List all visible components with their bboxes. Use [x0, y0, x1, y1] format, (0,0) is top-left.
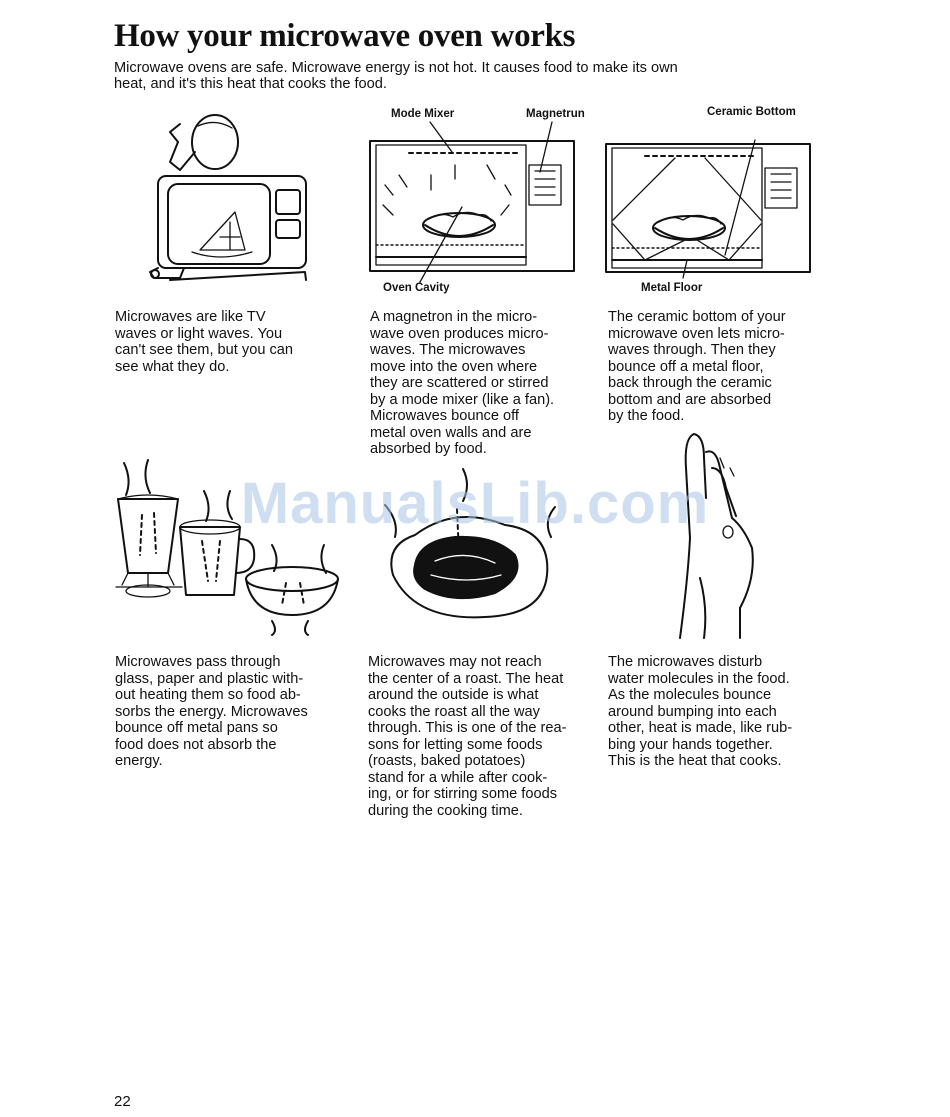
text-line: bing your hands together. [608, 736, 773, 753]
text-line: bounce off metal pans so [115, 720, 278, 736]
label-oven-cavity: Oven Cavity [383, 282, 450, 294]
text-line: metal oven walls and are [370, 424, 532, 441]
text-line: food does not absorb the [115, 736, 277, 753]
text-line: see what they do. [115, 358, 230, 375]
ceramic-bottom-diagram [605, 140, 811, 275]
label-metal-floor: Metal Floor [641, 282, 703, 294]
text-line: This is the heat that cooks. [608, 753, 782, 769]
text-line: during the cooking time. [368, 802, 523, 819]
intro-line: Microwave ovens are safe. Microwave energy is not hot. It causes food to make its own [114, 60, 678, 76]
text-line: As the molecules bounce [608, 687, 772, 703]
tv-and-lamp-illustration [140, 112, 310, 284]
text-line: by a mode mixer (like a fan). [370, 391, 555, 408]
text-line: the center of a roast. The heat [368, 670, 564, 687]
text-line: The microwaves disturb [608, 654, 763, 670]
text-line: can't see them, but you can [115, 342, 294, 358]
text-line: back through the ceramic [608, 375, 772, 391]
text-line: energy. [115, 753, 163, 769]
paragraph-ceramic-bottom [608, 309, 833, 425]
text-line: wave oven produces micro- [370, 325, 549, 342]
page-number: 22 [114, 1093, 131, 1110]
label-magnetron: Magnetrun [526, 108, 585, 120]
label-ceramic-bottom: Ceramic Bottom [707, 106, 796, 118]
text-line: waves through. Then they [608, 342, 776, 358]
text-line: stand for a while after cook- [368, 769, 548, 786]
text-line: cooks the roast all the way [368, 703, 540, 720]
oven-cavity-callouts [380, 112, 580, 287]
text-line: waves. The microwaves [370, 342, 526, 358]
label-mode-mixer: Mode Mixer [391, 108, 455, 120]
intro-paragraph [114, 60, 834, 92]
text-line: Microwaves pass through [115, 654, 281, 670]
page-title: How your microwave oven works [114, 18, 576, 54]
text-line: The ceramic bottom of your [608, 309, 786, 325]
watermark: ManualsLib.com [240, 471, 710, 536]
text-line: Microwaves are like TV [115, 309, 266, 325]
text-line: sons for letting some foods [368, 736, 543, 753]
paragraph-glass-paper [115, 654, 355, 770]
intro-line: heat, and it's this heat that cooks the food. [114, 76, 387, 92]
text-line: bounce off a metal floor, [608, 358, 764, 375]
text-line: glass, paper and plastic with- [115, 670, 304, 687]
text-line: ing, or for stirring some foods [368, 786, 557, 802]
text-line: water molecules in the food. [608, 670, 790, 687]
text-line: absorbed by food. [370, 441, 487, 457]
text-line: move into the oven where [370, 358, 538, 375]
text-line: they are scattered or stirred [370, 375, 549, 391]
text-line: (roasts, baked potatoes) [368, 753, 526, 769]
text-line: out heating them so food ab- [115, 687, 301, 703]
paragraph-tv-waves [115, 309, 355, 375]
text-line: waves or light waves. You [115, 325, 283, 342]
text-line: by the food. [608, 408, 685, 424]
text-line: microwave oven lets micro- [608, 325, 785, 342]
text-line: bottom and are absorbed [608, 391, 772, 408]
text-line: other, heat is made, like rub- [608, 720, 793, 736]
text-line: around bumping into each [608, 703, 777, 720]
text-line: around the outside is what [368, 687, 539, 703]
text-line: Microwaves may not reach [368, 654, 542, 670]
paragraph-roast [368, 654, 603, 819]
text-line: sorbs the energy. Microwaves [115, 703, 308, 720]
paragraph-magnetron [370, 309, 595, 458]
paragraph-water-molecules [608, 654, 833, 770]
text-line: Microwaves bounce off [370, 408, 519, 424]
text-line: A magnetron in the micro- [370, 309, 538, 325]
text-line: through. This is one of the rea- [368, 720, 567, 736]
